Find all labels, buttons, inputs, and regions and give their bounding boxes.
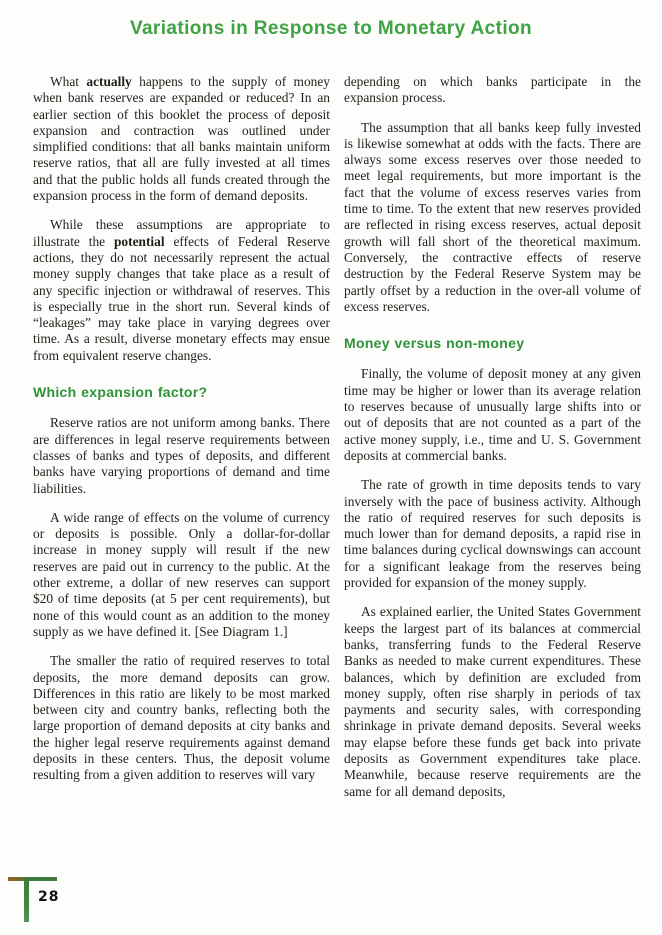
bold-text: actually xyxy=(86,74,132,89)
paragraph: The assumption that all banks keep fully invested is likewise somewhat at odds with the facts. There are always some excess reserves over those needed to meet legal requirements, but more important is the fact that the volume of excess reserves varies from time to time. To the extent that new reserves provided are reflected in rising excess reserves, actual deposit growth will fall short of the theoretical maximum. Conversely, the contractive effects of reserve destruction by the Federal Reserve System may be partly offset by a reduction in the over-all volume of excess reserves. xyxy=(344,119,641,314)
text-segment: While these assumptions are appropriate to illustrate the xyxy=(33,217,330,249)
paragraph: The smaller the ratio of required reserves to total deposits, the more demand deposits can grow. Differences in this ratio are likely to be most marked between city and country banks, reflecting both the large proportion of demand deposits at city banks and the higher legal reserve requirements against demand deposits in these centers. Thus, the deposit volume resulting from a given addition to reserves will vary xyxy=(33,653,330,783)
paragraph: A wide range of effects on the volume of currency or deposits is possible. Only a dollar-for-dollar increase in money supply will result if the new reserves are paid out in currency to the public. At the other extreme, a dollar of new reserves can support $20 of time deposits (at 5 per cent requirements), but none of this would count as an addition to the money supply as we have defined it. [See Diagram 1.] xyxy=(33,509,330,639)
section-heading-money-vs-non-money: Money versus non-money xyxy=(344,335,525,352)
text-segment: happens to the supply of money when bank reserves are expanded or reduced? In an earlier section of this booklet the process of deposit expansion and contraction was outlined under simplified conditions: that all banks maintain uniform reserve ratios, that all are fully invested at all times and that the public holds all funds created through the expansion process in the form of demand deposits. xyxy=(33,74,330,204)
paragraph xyxy=(33,217,330,364)
text-segment: effects of Federal Reserve actions, they do not necessarily represent the actual money supply changes that take place as a result of any specific injection or withdrawal of reserves. This is especially true in the short run. Several kinds of “leakages” may take place in varying degrees over time. As a result, diverse monetary effects may ensue from equivalent reserve changes. xyxy=(33,233,330,363)
page-title: Variations in Response to Monetary Action xyxy=(129,18,533,39)
page-number: 28 xyxy=(38,889,60,905)
paragraph: Finally, the volume of deposit money at any given time may be higher or lower than its average relation to reserves because of unusually large shifts into or out of deposits that are not counted as a part of the active money supply, i.e., time and U. S. Government deposits at commercial banks. xyxy=(344,366,641,463)
two-column-layout xyxy=(33,74,641,813)
section-heading-expansion-factor: Which expansion factor? xyxy=(33,384,208,401)
crop-mark-vertical-stem xyxy=(24,877,29,922)
paragraph-continuation: depending on which banks participate in the expansion process. xyxy=(344,74,641,106)
paragraph: Reserve ratios are not uniform among banks. There are differences in legal reserve requirements between classes of banks and types of deposits, and different banks have varying proportions of demand and time liabilities. xyxy=(33,415,330,496)
crop-mark-horizontal-bar xyxy=(8,877,57,881)
text-segment: What xyxy=(50,74,87,89)
paragraph: The rate of growth in time deposits tends to vary inversely with the pace of business activity. Although the ratio of required reserves for such deposits is much lower than for demand deposits, a rapid rise in time balances during cyclical downswings can account for a significant leakage from the reserves being provided for expansion of the money supply. xyxy=(344,477,641,591)
paragraph: As explained earlier, the United States Government keeps the largest part of its balances at commercial banks, transferring funds to the Federal Reserve Banks as needed to make current expenditures. These balances, which by definition are excluded from money supply, often rise sharply in periods of tax payments and security sales, with corresponding shrinkage in private demand deposits. Several weeks may elapse before these funds get back into private deposits as Government expenditures take place. Meanwhile, because reserve requirements are the same for all demand deposits, xyxy=(344,604,641,799)
bold-text: potential xyxy=(113,233,165,249)
paragraph xyxy=(33,74,330,204)
right-column xyxy=(344,74,641,813)
left-column xyxy=(33,74,330,813)
